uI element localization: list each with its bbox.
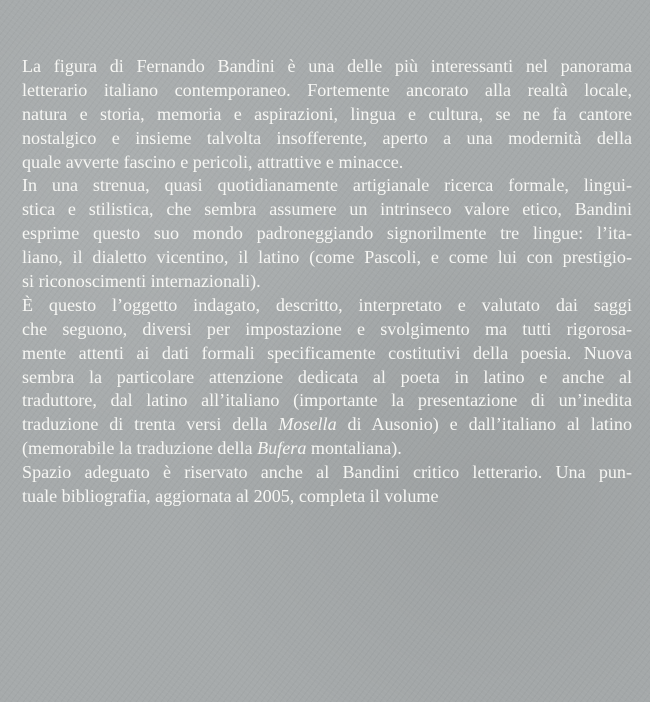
paragraph-1	[22, 55, 632, 174]
text-segment: stica e stilistica, che sembra assumere un intrinseco valore etico, Bandini	[22, 199, 632, 220]
text-line	[22, 389, 632, 413]
text-line	[22, 437, 632, 461]
text-segment: tuale bibliografia, aggiornata al 2005, completa il volume	[22, 486, 439, 507]
text-line	[22, 222, 632, 246]
blurb-text	[22, 55, 632, 509]
text-segment: traduttore, dal latino all’italiano (importante la presentazione di un’inedita	[22, 390, 632, 411]
text-segment: liano, il dialetto vicentino, il latino (come Pascoli, e come lui con prestigio-	[22, 247, 632, 268]
text-line	[22, 485, 632, 509]
text-line	[22, 79, 632, 103]
text-line	[22, 270, 632, 294]
text-segment: mente attenti ai dati formali specificamente costitutivi della poesia. Nuova	[22, 342, 632, 363]
text-segment: nostalgico e insieme talvolta insofferente, aperto a una modernità della	[22, 127, 632, 148]
paragraph-4	[22, 461, 632, 509]
text-line	[22, 318, 632, 342]
text-line	[22, 55, 632, 79]
text-segment: È questo l’oggetto indagato, descritto, interpretato e valutato dai saggi	[22, 294, 632, 315]
text-segment: che seguono, diversi per impostazione e svolgimento ma tutti rigorosa-	[22, 318, 632, 339]
text-segment: si riconoscimenti internazionali).	[22, 271, 261, 292]
text-line	[22, 198, 632, 222]
text-line	[22, 174, 632, 198]
paragraph-3	[22, 294, 632, 461]
text-segment: quale avverte fascino e pericoli, attrattive e minacce.	[22, 151, 404, 172]
text-line	[22, 127, 632, 151]
text-segment: La figura di Fernando Bandini è una delle più interessanti nel panorama	[22, 56, 632, 76]
text-segment: sembra la particolare attenzione dedicata al poeta in latino e anche al	[22, 366, 632, 387]
text-line	[22, 151, 632, 175]
text-segment: traduzione di trenta versi della	[22, 414, 279, 435]
text-segment: Spazio adeguato è riservato anche al Bandini critico letterario. Una pun-	[22, 462, 632, 483]
text-segment: montaliana).	[306, 438, 402, 459]
text-line	[22, 342, 632, 366]
text-segment: di Ausonio) e dall’italiano al latino	[336, 414, 633, 435]
text-line	[22, 366, 632, 390]
text-segment: letterario italiano contemporaneo. Fortemente ancorato alla realtà locale,	[22, 79, 632, 100]
text-line	[22, 413, 632, 437]
text-line	[22, 103, 632, 127]
text-segment: (memorabile la traduzione della	[22, 438, 258, 459]
paragraph-2	[22, 174, 632, 293]
text-line	[22, 294, 632, 318]
text-segment: In una strenua, quasi quotidianamente artigianale ricerca formale, lingui-	[22, 175, 632, 196]
italic-title: Bufera	[257, 438, 307, 459]
text-line	[22, 246, 632, 270]
text-segment: esprime questo suo mondo padroneggiando signorilmente tre lingue: l’ita-	[22, 223, 632, 244]
italic-title: Mosella	[278, 414, 337, 435]
text-segment: natura e storia, memoria e aspirazioni, lingua e cultura, se ne fa cantore	[22, 103, 632, 124]
text-line	[22, 461, 632, 485]
